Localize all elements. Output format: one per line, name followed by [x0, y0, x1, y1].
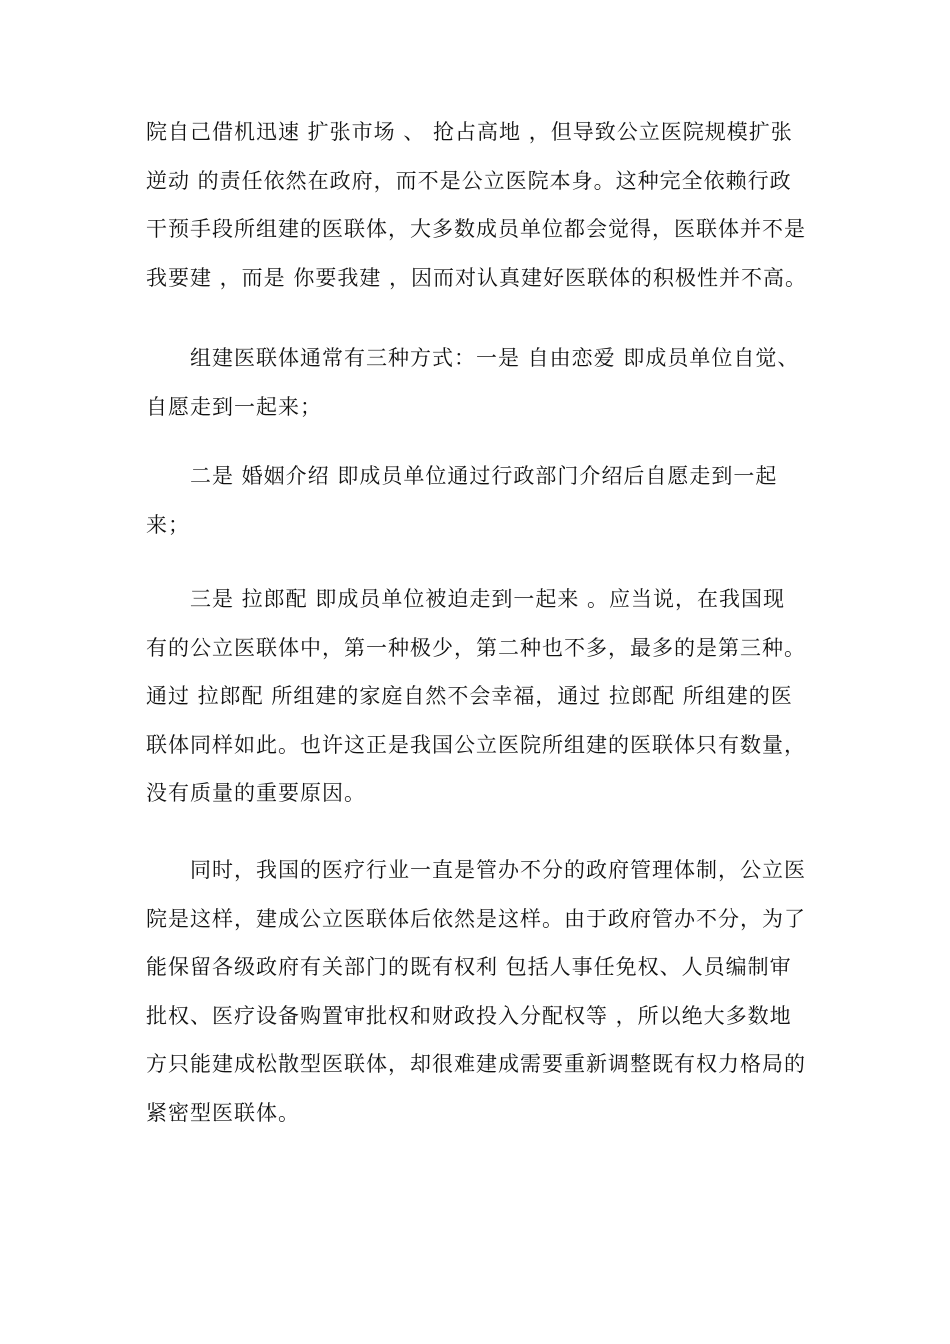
paragraph-line: 能保留各级政府有关部门的既有权利 包括人事任免权、人员编制审	[146, 955, 792, 979]
paragraph-line: 逆动 的责任依然在政府，而不是公立医院本身。这种完全依赖行政	[146, 168, 792, 193]
paragraph-line: 我要建 ，而是 你要我建 ，因而对认真建好医联体的积极性并不高。	[146, 265, 808, 290]
paragraph-line: 干预手段所组建的医联体，大多数成员单位都会觉得，医联体并不是	[146, 217, 806, 241]
paragraph-line: 批权、医疗设备购置审批权和财政投入分配权等 ，所以绝大多数地	[146, 1003, 792, 1028]
paragraph-line: 联体同样如此。也许这正是我国公立医院所组建的医联体只有数量，	[146, 732, 806, 757]
paragraph-line: 紧密型医联体。	[146, 1100, 300, 1125]
paragraph-line: 有的公立医联体中，第一种极少，第二种也不多，最多的是第三种。	[146, 635, 806, 660]
paragraph-3	[146, 452, 810, 549]
paragraph-line: 组建医联体通常有三种方式：一是 自由恋爱 即成员单位自觉、	[190, 346, 800, 370]
paragraph-line: 二是 婚姻介绍 即成员单位通过行政部门介绍后自愿走到一起	[190, 464, 778, 488]
paragraph-line: 同时，我国的医疗行业一直是管办不分的政府管理体制，公立医	[190, 858, 806, 882]
paragraph-2	[146, 334, 810, 431]
paragraph-line: 没有质量的重要原因。	[146, 781, 366, 805]
paragraph-line: 三是 拉郎配 即成员单位被迫走到一起来 。应当说，在我国现	[190, 587, 786, 611]
paragraph-1	[146, 108, 810, 302]
paragraph-4	[146, 575, 810, 818]
paragraph-line: 来；	[146, 512, 190, 537]
paragraph-5	[146, 846, 810, 1137]
paragraph-line: 自愿走到一起来；	[146, 394, 322, 419]
paragraph-line: 通过 拉郎配 所组建的家庭自然不会幸福，通过 拉郎配 所组建的医	[146, 684, 793, 708]
paragraph-line: 方只能建成松散型医联体，却很难建成需要重新调整既有权力格局的	[146, 1052, 806, 1076]
paragraph-line: 院是这样，建成公立医联体后依然是这样。由于政府管办不分，为了	[146, 906, 806, 931]
paragraph-line: 院自己借机迅速 扩张市场 、 抢占高地 ，但导致公立医院规模扩张	[146, 120, 793, 144]
